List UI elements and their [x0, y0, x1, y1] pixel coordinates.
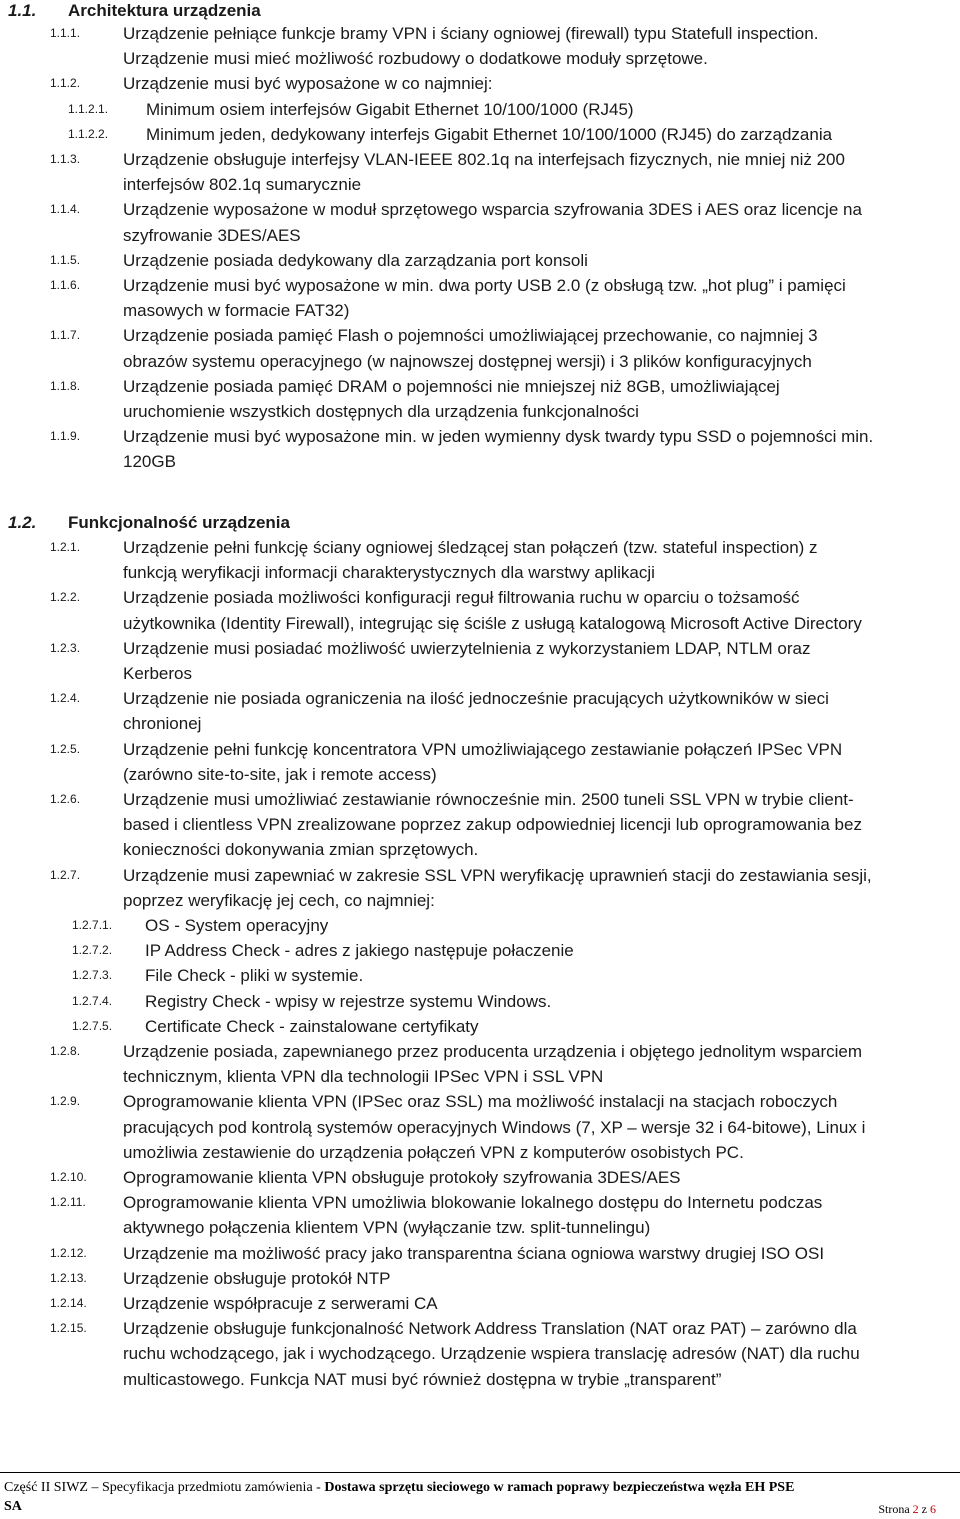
- item-number: 1.2.4.: [50, 691, 81, 706]
- item-text-line: umożliwia zestawienie do urządzenia połączeń VPN z komputerów osobistych PC.: [123, 1142, 744, 1162]
- item-text-line: Urządzenie pełni funkcję koncentratora VPN umożliwiającego zestawianie połączeń IPSec VPN: [123, 739, 843, 759]
- item-text-line: Urządzenie posiada dedykowany dla zarządzania port konsoli: [123, 250, 588, 270]
- item-number: 1.2.7.5.: [72, 1018, 113, 1033]
- item-number: 1.1.9.: [50, 429, 81, 444]
- item-text-line: based i clientless VPN zrealizowane poprzez zakup odpowiedniej licencji lub oprogramowania bez: [123, 815, 862, 835]
- footer-title: Dostawa sprzętu sieciowego w ramach poprawy bezpieczeństwa węzła EH PSE: [324, 1480, 795, 1495]
- item-text-line: uruchomienie wszystkich dostępnych dla urządzenia funkcjonalności: [123, 401, 639, 421]
- item-text-line: Certificate Check - zainstalowane certyfikaty: [145, 1016, 479, 1036]
- item-number: 1.2.7.: [50, 867, 81, 882]
- section-heading: [8, 1, 261, 21]
- item-number: 1.1.1.: [50, 26, 81, 40]
- item-text-line: IP Address Check - adres z jakiego następuje połaczenie: [145, 941, 574, 961]
- item-number: 1.2.7.3.: [72, 968, 113, 983]
- page-label: Strona: [878, 1502, 913, 1516]
- item-number: 1.2.15.: [50, 1321, 87, 1336]
- item-number: 1.2.13.: [50, 1270, 87, 1285]
- item-text-line: multicastowego. Funkcja NAT musi być również dostępna w trybie „transparent”: [123, 1369, 722, 1389]
- item-text-line: Minimum osiem interfejsów Gigabit Ethernet 10/100/1000 (RJ45): [146, 99, 634, 119]
- item-text-line: Urządzenie musi mieć możliwość rozbudowy o dodatkowe moduły sprzętowe.: [123, 49, 708, 69]
- item-text-line: Urządzenie wyposażone w moduł sprzętowego wsparcia szyfrowania 3DES i AES oraz licencje na: [123, 200, 862, 220]
- item-number: 1.2.2.: [50, 590, 81, 605]
- item-text-line: Oprogramowanie klienta VPN umożliwia blokowanie lokalnego dostępu do Internetu podczas: [123, 1193, 823, 1213]
- section-title: Funkcjonalność urządzenia: [68, 513, 290, 532]
- footer-part: Część II SIWZ – Specyfikacja przedmiotu zamówienia -: [4, 1480, 325, 1495]
- item-text-line: Oprogramowanie klienta VPN obsługuje protokoły szyfrowania 3DES/AES: [123, 1168, 681, 1187]
- item-text-line: Urządzenie obsługuje interfejsy VLAN-IEEE 802.1q na interfejsach fizycznych, nie mniej niż 200: [123, 150, 845, 169]
- page-number: [878, 1500, 936, 1519]
- item-text-line: ruchu wchodzącego, jak i wychodzącego. Urządzenie wspiera translację adresów (NAT) dla ruchu: [123, 1344, 860, 1364]
- item-text-line: Urządzenie posiada możliwości konfiguracji reguł filtrowania ruchu w oparciu o tożsamość: [123, 588, 800, 608]
- item-text-line: Urządzenie musi być wyposażone min. w jeden wymienny dysk twardy typu SSD o pojemności min.: [123, 427, 874, 447]
- item-text-line: Urządzenie posiada pamięć DRAM o pojemności nie mniejszej niż 8GB, umożliwiającej: [123, 376, 780, 396]
- item-text-line: Urządzenie współpracuje z serwerami CA: [123, 1294, 438, 1313]
- item-number: 1.2.1.: [50, 540, 81, 554]
- item-text-line: interfejsów 802.1q sumarycznie: [123, 175, 362, 195]
- item-text-line: technicznym, klienta VPN dla technologii IPSec VPN i SSL VPN: [123, 1067, 604, 1087]
- section-number: 1.1.: [8, 1, 37, 20]
- item-text-line: Urządzenie musi być wyposażone w co najmniej:: [123, 74, 493, 94]
- item-text-line: Urządzenie pełni funkcję ściany ogniowej śledzącej stan połączeń (tzw. stateful inspection) z: [123, 538, 818, 557]
- footer-title-cont: SA: [4, 1499, 22, 1514]
- section-title: Architektura urządzenia: [68, 1, 261, 20]
- item-text-line: Kerberos: [123, 663, 192, 683]
- item-number: 1.2.7.1.: [72, 918, 113, 932]
- item-text-line: chronionej: [123, 714, 202, 734]
- item-text-line: Urządzenie posiada pamięć Flash o pojemności umożliwiającej przechowanie, co najmniej 3: [123, 326, 818, 346]
- page-sep: z: [918, 1502, 930, 1516]
- item-text-line: Urządzenie obsługuje protokół NTP: [123, 1268, 391, 1288]
- item-text-line: Registry Check - wpisy w rejestrze systemu Windows.: [145, 991, 552, 1011]
- item-text-line: szyfrowanie 3DES/AES: [123, 225, 301, 245]
- item-text-line: poprzez weryfikację jej cech, co najmniej:: [123, 890, 435, 910]
- item-number: 1.1.2.: [50, 76, 81, 91]
- item-text-line: Urządzenie ma możliwość pracy jako transparentna ściana ogniowa warstwy drugiej ISO OSI: [123, 1243, 825, 1263]
- item-text-line: Urządzenie obsługuje funkcjonalność Network Address Translation (NAT oraz PAT) – zarówno dla: [123, 1319, 857, 1339]
- item-number: 1.2.14.: [50, 1296, 87, 1310]
- item-text-line: OS - System operacyjny: [145, 916, 329, 935]
- item-text-line: Minimum jeden, dedykowany interfejs Gigabit Ethernet 10/100/1000 (RJ45) do zarządzania: [146, 124, 833, 144]
- item-text-line: aktywnego połączenia klientem VPN (wyłączanie tzw. split-tunnelingu): [123, 1218, 651, 1238]
- item-text-line: funkcją weryfikacji informacji charakterystycznych dla warstwy aplikacji: [123, 563, 655, 583]
- item-text-line: Urządzenie musi zapewniać w zakresie SSL VPN weryfikację uprawnień stacji do zestawiania sesji,: [123, 865, 872, 885]
- item-text-line: masowych w formacie FAT32): [123, 301, 350, 321]
- item-text-line: Urządzenie musi posiadać możliwość uwierzytelnienia z wykorzystaniem LDAP, NTLM oraz: [123, 638, 811, 658]
- page-footer: [0, 1476, 960, 1516]
- item-text-line: konieczności dokonywania zmian sprzętowych.: [123, 840, 479, 860]
- item-number: 1.1.2.1.: [68, 101, 109, 116]
- item-number: 1.1.2.2.: [68, 126, 109, 141]
- item-text-line: Urządzenie pełniące funkcje bramy VPN i ściany ogniowej (firewall) typu Statefull inspection.: [123, 24, 819, 43]
- item-number: 1.2.11.: [50, 1195, 86, 1210]
- section-heading: [8, 513, 290, 533]
- item-number: 1.2.9.: [50, 1094, 81, 1109]
- item-text-line: użytkownika (Identity Firewall), integrując się ściśle z usługą katalogową Microsoft Active Directory: [123, 613, 862, 633]
- item-number: 1.1.4.: [50, 202, 81, 217]
- item-number: 1.1.3.: [50, 152, 81, 166]
- item-number: 1.2.5.: [50, 741, 81, 756]
- item-text-line: File Check - pliki w systemie.: [145, 966, 364, 986]
- item-text-line: Urządzenie nie posiada ograniczenia na ilość jednocześnie pracujących użytkowników w sieci: [123, 689, 829, 709]
- item-number: 1.1.8.: [50, 378, 81, 393]
- item-number: 1.2.7.2.: [72, 943, 113, 958]
- item-text-line: 120GB: [123, 452, 176, 472]
- item-number: 1.1.5.: [50, 252, 81, 267]
- item-text-line: (zarówno site-to-site, jak i remote access): [123, 764, 437, 784]
- item-text-line: obrazów systemu operacyjnego (w najnowszej dostępnej wersji) i 3 plików konfiguracyjnych: [123, 351, 812, 371]
- footer-line: [4, 1478, 794, 1497]
- item-number: 1.1.6.: [50, 278, 81, 292]
- item-number: 1.2.3.: [50, 640, 81, 655]
- item-number: 1.2.12.: [50, 1245, 87, 1260]
- page-total: 6: [930, 1502, 936, 1516]
- item-text-line: Urządzenie posiada, zapewnianego przez producenta urządzenia i objętego jednolitym wsparciem: [123, 1042, 862, 1061]
- footer-divider: [0, 1472, 960, 1473]
- item-number: 1.1.7.: [50, 328, 81, 343]
- page-current: 2: [912, 1502, 919, 1516]
- item-number: 1.2.8.: [50, 1044, 81, 1058]
- item-text-line: Urządzenie musi być wyposażone w min. dwa porty USB 2.0 (z obsługą tzw. „hot plug” i pamięci: [123, 276, 846, 295]
- item-number: 1.2.6.: [50, 792, 81, 806]
- item-text-line: Urządzenie musi umożliwiać zestawianie równocześnie min. 2500 tuneli SSL VPN w trybie client-: [123, 790, 854, 809]
- item-number: 1.2.10.: [50, 1170, 87, 1184]
- item-text-line: pracujących pod kontrolą systemów operacyjnych Windows (7, XP – wersje 32 i 64-bitowe), Linux i: [123, 1117, 866, 1137]
- item-text-line: Oprogramowanie klienta VPN (IPSec oraz SSL) ma możliwość instalacji na stacjach roboczych: [123, 1092, 838, 1112]
- item-number: 1.2.7.4.: [72, 993, 113, 1008]
- section-number: 1.2.: [8, 513, 37, 532]
